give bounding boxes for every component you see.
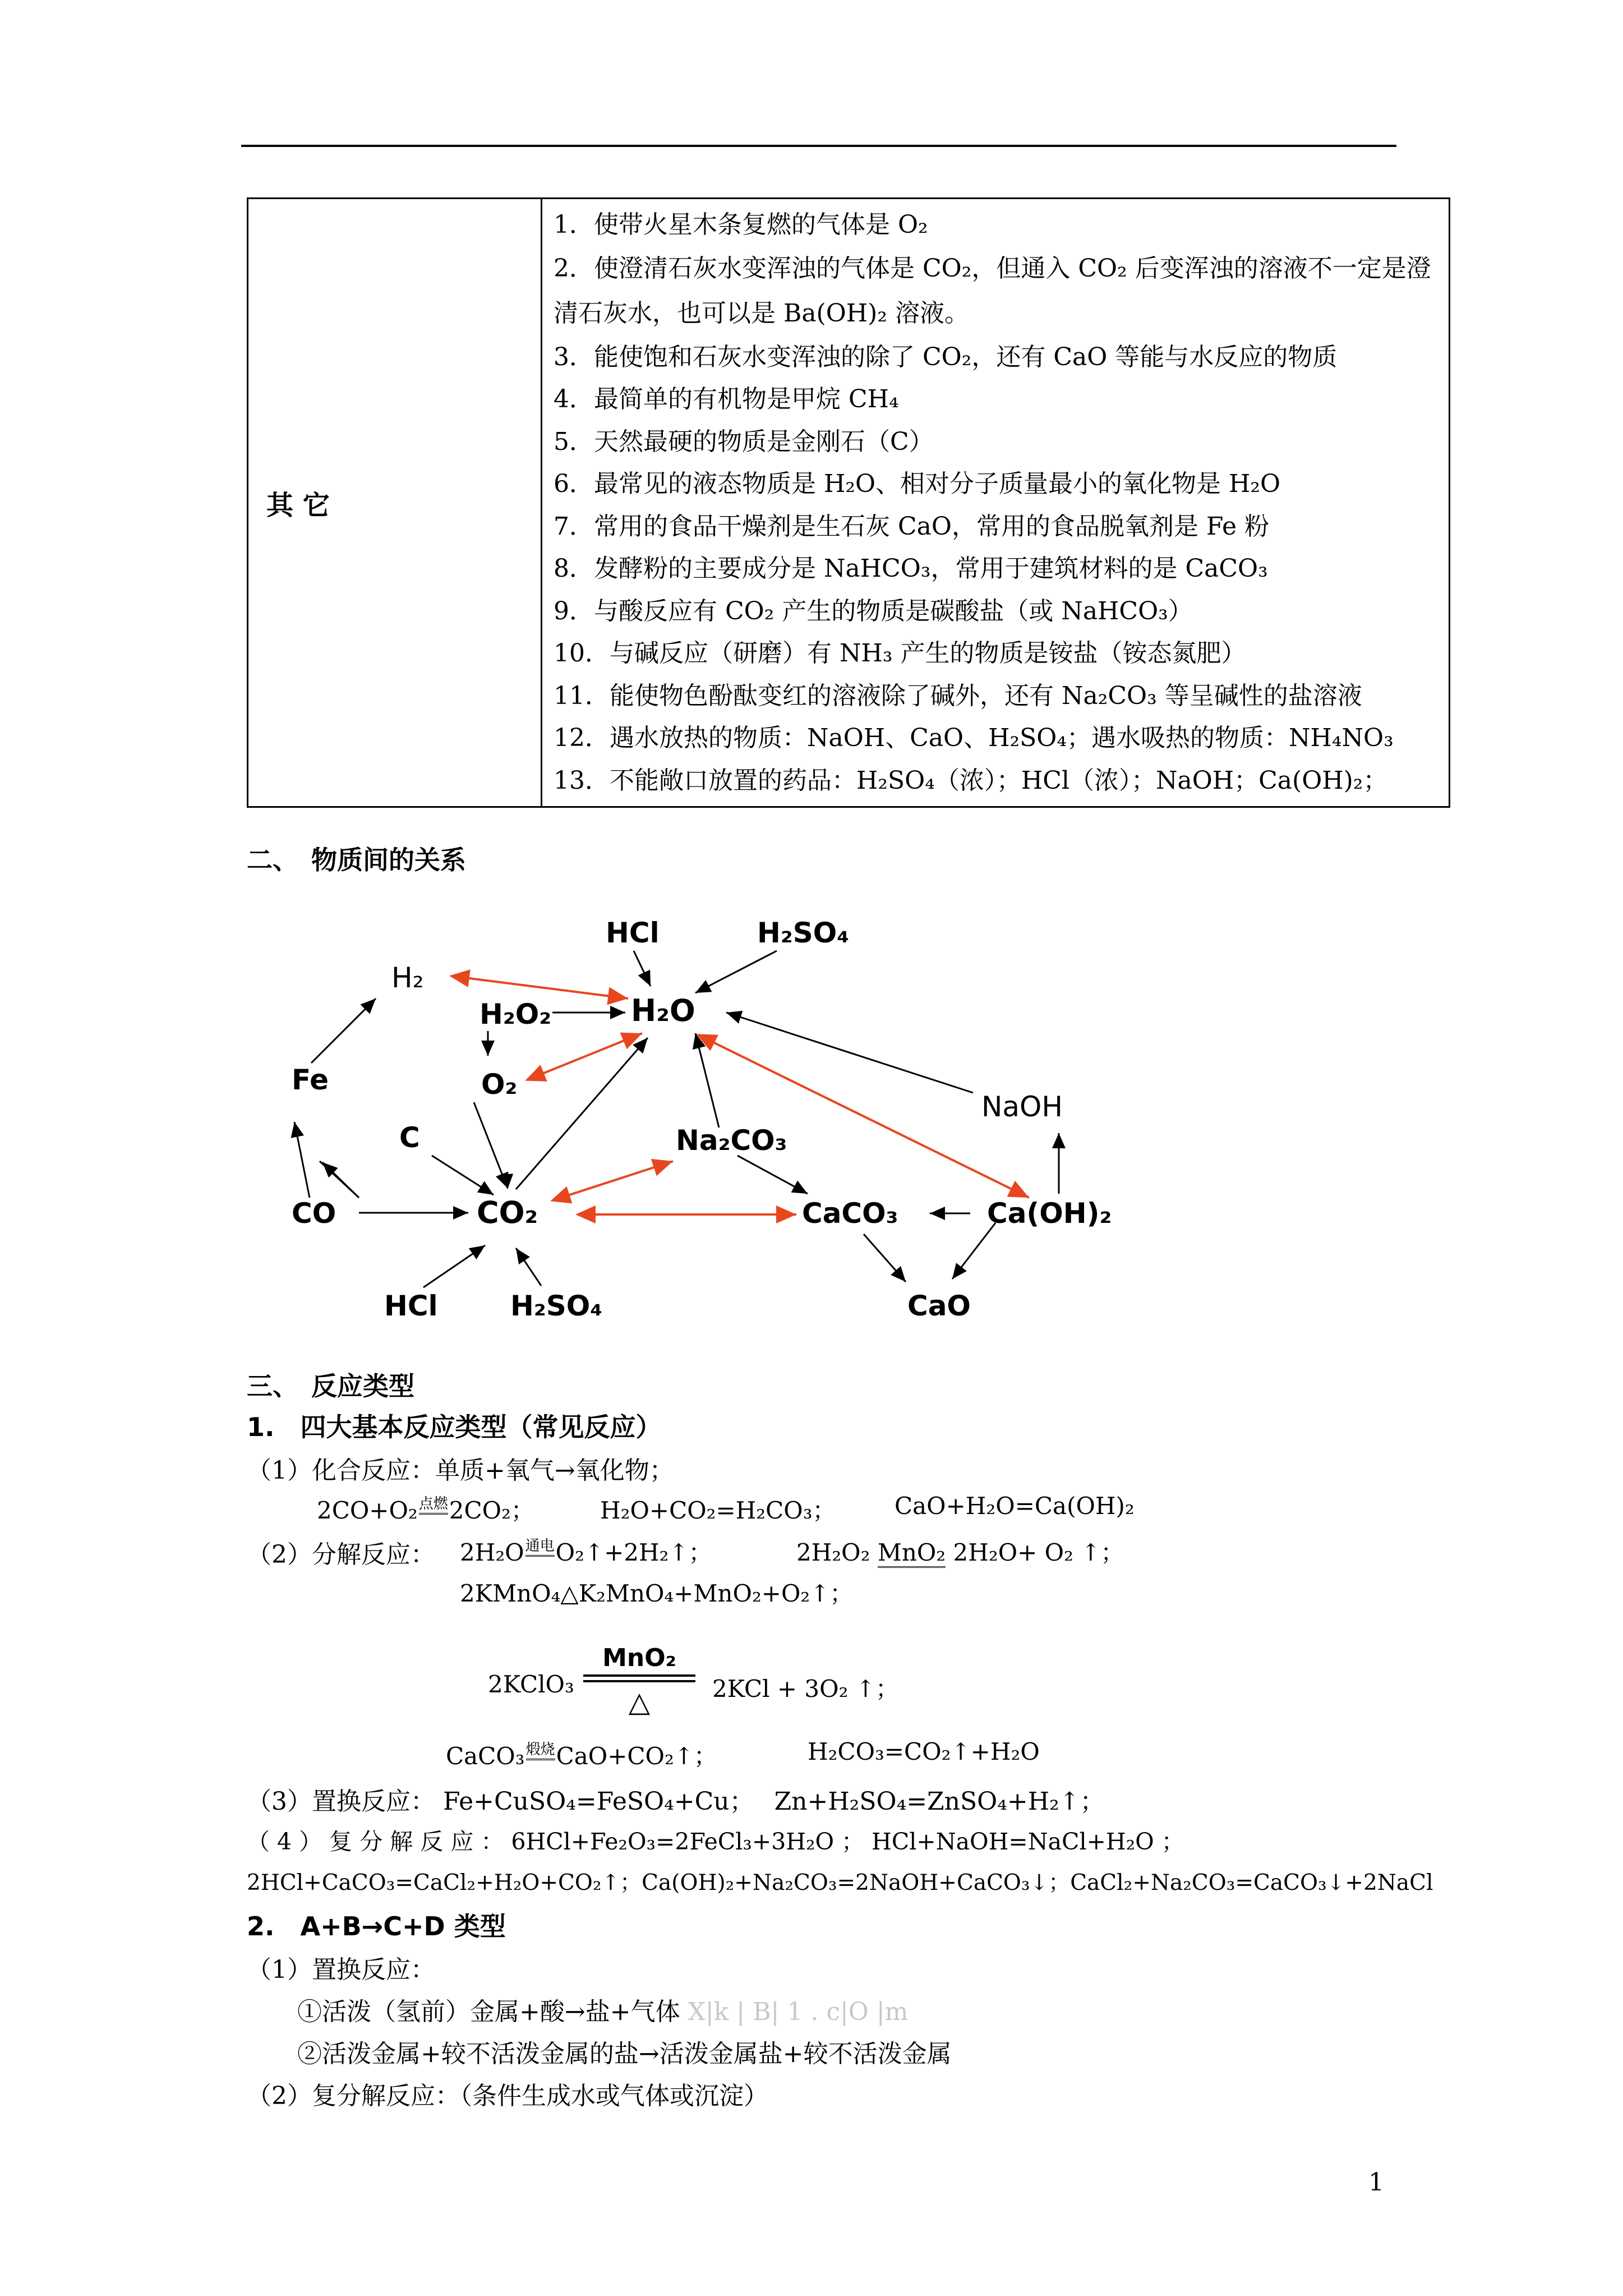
equation-bar <box>583 1674 695 1677</box>
summary-table <box>247 197 1450 808</box>
decomposition-eq-3: 2KMnO₄△K₂MnO₄+MnO₂+O₂↑； <box>460 1580 854 1607</box>
page-number: 1 <box>1368 2168 1384 2197</box>
node-na2co3: Na₂CO₃ <box>676 1124 787 1157</box>
condition-mno2: MnO₂ <box>878 1539 946 1568</box>
list-item: 10．与碱反应（研磨）有 NH₃ 产生的物质是铵盐（铵态氮肥） <box>554 639 1246 668</box>
list-item: 5．天然最硬的物质是金刚石（C） <box>554 427 934 456</box>
node-h2so4-bottom: H₂SO₄ <box>510 1290 603 1322</box>
list-item: 8．发酵粉的主要成分是 NaHCO₃，常用于建筑材料的是 CaCO₃ <box>554 554 1268 583</box>
watermark: X|k | B| 1 . c|O |m <box>688 1998 909 2026</box>
condition-mno2-catalyst: MnO₂ <box>602 1644 676 1672</box>
decomposition-eq-6: H₂CO₃=CO₂↑+H₂O <box>808 1738 1040 1765</box>
node-naoh: NaOH <box>981 1091 1063 1123</box>
decomposition-eq-4-left: 2KClO₃ <box>488 1671 574 1698</box>
list-item: 12．遇水放热的物质：NaOH、CaO、H₂SO₄；遇水吸热的物质：NH₄NO₃ <box>554 724 1394 752</box>
node-h2: H₂ <box>391 961 424 994</box>
condition-ignite: 点燃 <box>419 1492 448 1515</box>
section-3-title: 三、 反应类型 <box>247 1371 414 1401</box>
list-item: 7．常用的食品干燥剂是生石灰 CaO，常用的食品脱氧剂是 Fe 粉 <box>554 512 1270 541</box>
combination-eq-2: H₂O+CO₂=H₂CO₃； <box>600 1497 836 1524</box>
list-item: 11．能使物色酚酞变红的溶液除了碱外，还有 Na₂CO₃ 等呈碱性的盐溶液 <box>554 681 1362 710</box>
node-c: C <box>399 1121 420 1154</box>
equation-bar <box>583 1680 695 1682</box>
condition-electrolysis: 通电 <box>525 1534 555 1557</box>
combination-eq-1: 2CO+O₂点燃2CO₂； <box>317 1492 534 1526</box>
table-items <box>542 199 1450 807</box>
table-label: 其 它 <box>248 199 542 807</box>
node-cao: CaO <box>907 1290 971 1322</box>
node-hcl-bottom: HCl <box>384 1290 438 1322</box>
list-item: 3．能使饱和石灰水变浑浊的除了 CO₂，还有 CaO 等能与水反应的物质 <box>554 342 1338 371</box>
decomposition-eq-1: 2H₂O通电O₂↑+2H₂↑； <box>460 1534 712 1568</box>
node-h2so4-top: H₂SO₄ <box>757 917 850 949</box>
list-item: 13．不能敞口放置的药品：H₂SO₄（浓）；HCl（浓）；NaOH；Ca(OH)₂； <box>554 766 1388 795</box>
decomposition-label: （2）分解反应： <box>247 1540 435 1569</box>
ab-rule-1: ①活泼（氢前）金属+酸→盐+气体 X|k | B| 1 . c|O |m <box>297 1998 909 2026</box>
double-decomposition-line-2: 2HCl+CaCO₃=CaCl₂+H₂O+CO₂↑；Ca(OH)₂+Na₂CO₃=2NaOH+CaCO₃↓；CaCl₂+Na₂CO₃=CaCO₃↓+2NaCl <box>247 1870 1433 1895</box>
list-item: 2．使澄清石灰水变浑浊的气体是 CO₂，但通入 CO₂ 后变浑浊的溶液不一定是澄清石灰水，也可以是 Ba(OH)₂ 溶液。 <box>554 254 1431 328</box>
condition-calcine: 煅烧 <box>526 1738 555 1760</box>
decomposition-eq-2: 2H₂O₂ MnO₂ 2H₂O+ O₂ ↑； <box>796 1534 1124 1568</box>
node-caoh2: Ca(OH)₂ <box>987 1197 1112 1230</box>
ab-displacement-label: （1）置换反应： <box>247 1955 435 1984</box>
subsection-2-title: 2. A+B→C+D 类型 <box>247 1911 506 1941</box>
node-h2o: H₂O <box>631 993 695 1028</box>
decomposition-eq-5: CaCO₃煅烧CaO+CO₂↑； <box>446 1738 717 1772</box>
node-o2: O₂ <box>481 1068 518 1101</box>
condition-heat: △ <box>628 1686 651 1718</box>
list-item: 6．最常见的液态物质是 H₂O、相对分子质量最小的氧化物是 H₂O <box>554 470 1281 498</box>
list-item: 4．最简单的有机物是甲烷 CH₄ <box>554 385 899 413</box>
combination-reaction-label: （1）化合反应：单质+氧气→氧化物； <box>247 1456 674 1485</box>
subsection-1-title: 1. 四大基本反应类型（常见反应） <box>247 1412 662 1442</box>
ab-double-decomposition: （2）复分解反应：（条件生成水或气体或沉淀） <box>247 2082 768 2110</box>
list-item: 9．与酸反应有 CO₂ 产生的物质是碳酸盐（或 NaHCO₃） <box>554 596 1193 625</box>
node-caco3: CaCO₃ <box>802 1197 898 1230</box>
node-co2: CO₂ <box>477 1195 538 1230</box>
node-h2o2: H₂O₂ <box>479 998 552 1030</box>
node-co: CO <box>292 1197 336 1230</box>
decomposition-eq-4-right: 2KCl + 3O₂ ↑； <box>712 1675 899 1703</box>
node-hcl-top: HCl <box>606 917 660 949</box>
substance-relationship-diagram <box>247 886 1166 1335</box>
displacement-reaction: （3）置换反应： Fe+CuSO₄=FeSO₄+Cu； Zn+H₂SO₄=ZnSO₄+H₂↑； <box>247 1787 1105 1816</box>
combination-eq-3: CaO+H₂O=Ca(OH)₂ <box>895 1492 1135 1520</box>
header-rule <box>241 145 1396 147</box>
node-fe: Fe <box>292 1064 329 1096</box>
ab-rule-2: ②活泼金属+较不活泼金属的盐→活泼金属盐+较不活泼金属 <box>297 2040 952 2068</box>
section-2-title: 二、 物质间的关系 <box>247 845 466 875</box>
list-item: 1．使带火星木条复燃的气体是 O₂ <box>554 210 928 239</box>
double-decomposition-line-1: （ 4 ） 复 分 解 反 应 ： 6HCl+Fe₂O₃=2FeCl₃+3H₂O ； HCl+NaOH=NaCl+H₂O ； <box>247 1828 1184 1855</box>
